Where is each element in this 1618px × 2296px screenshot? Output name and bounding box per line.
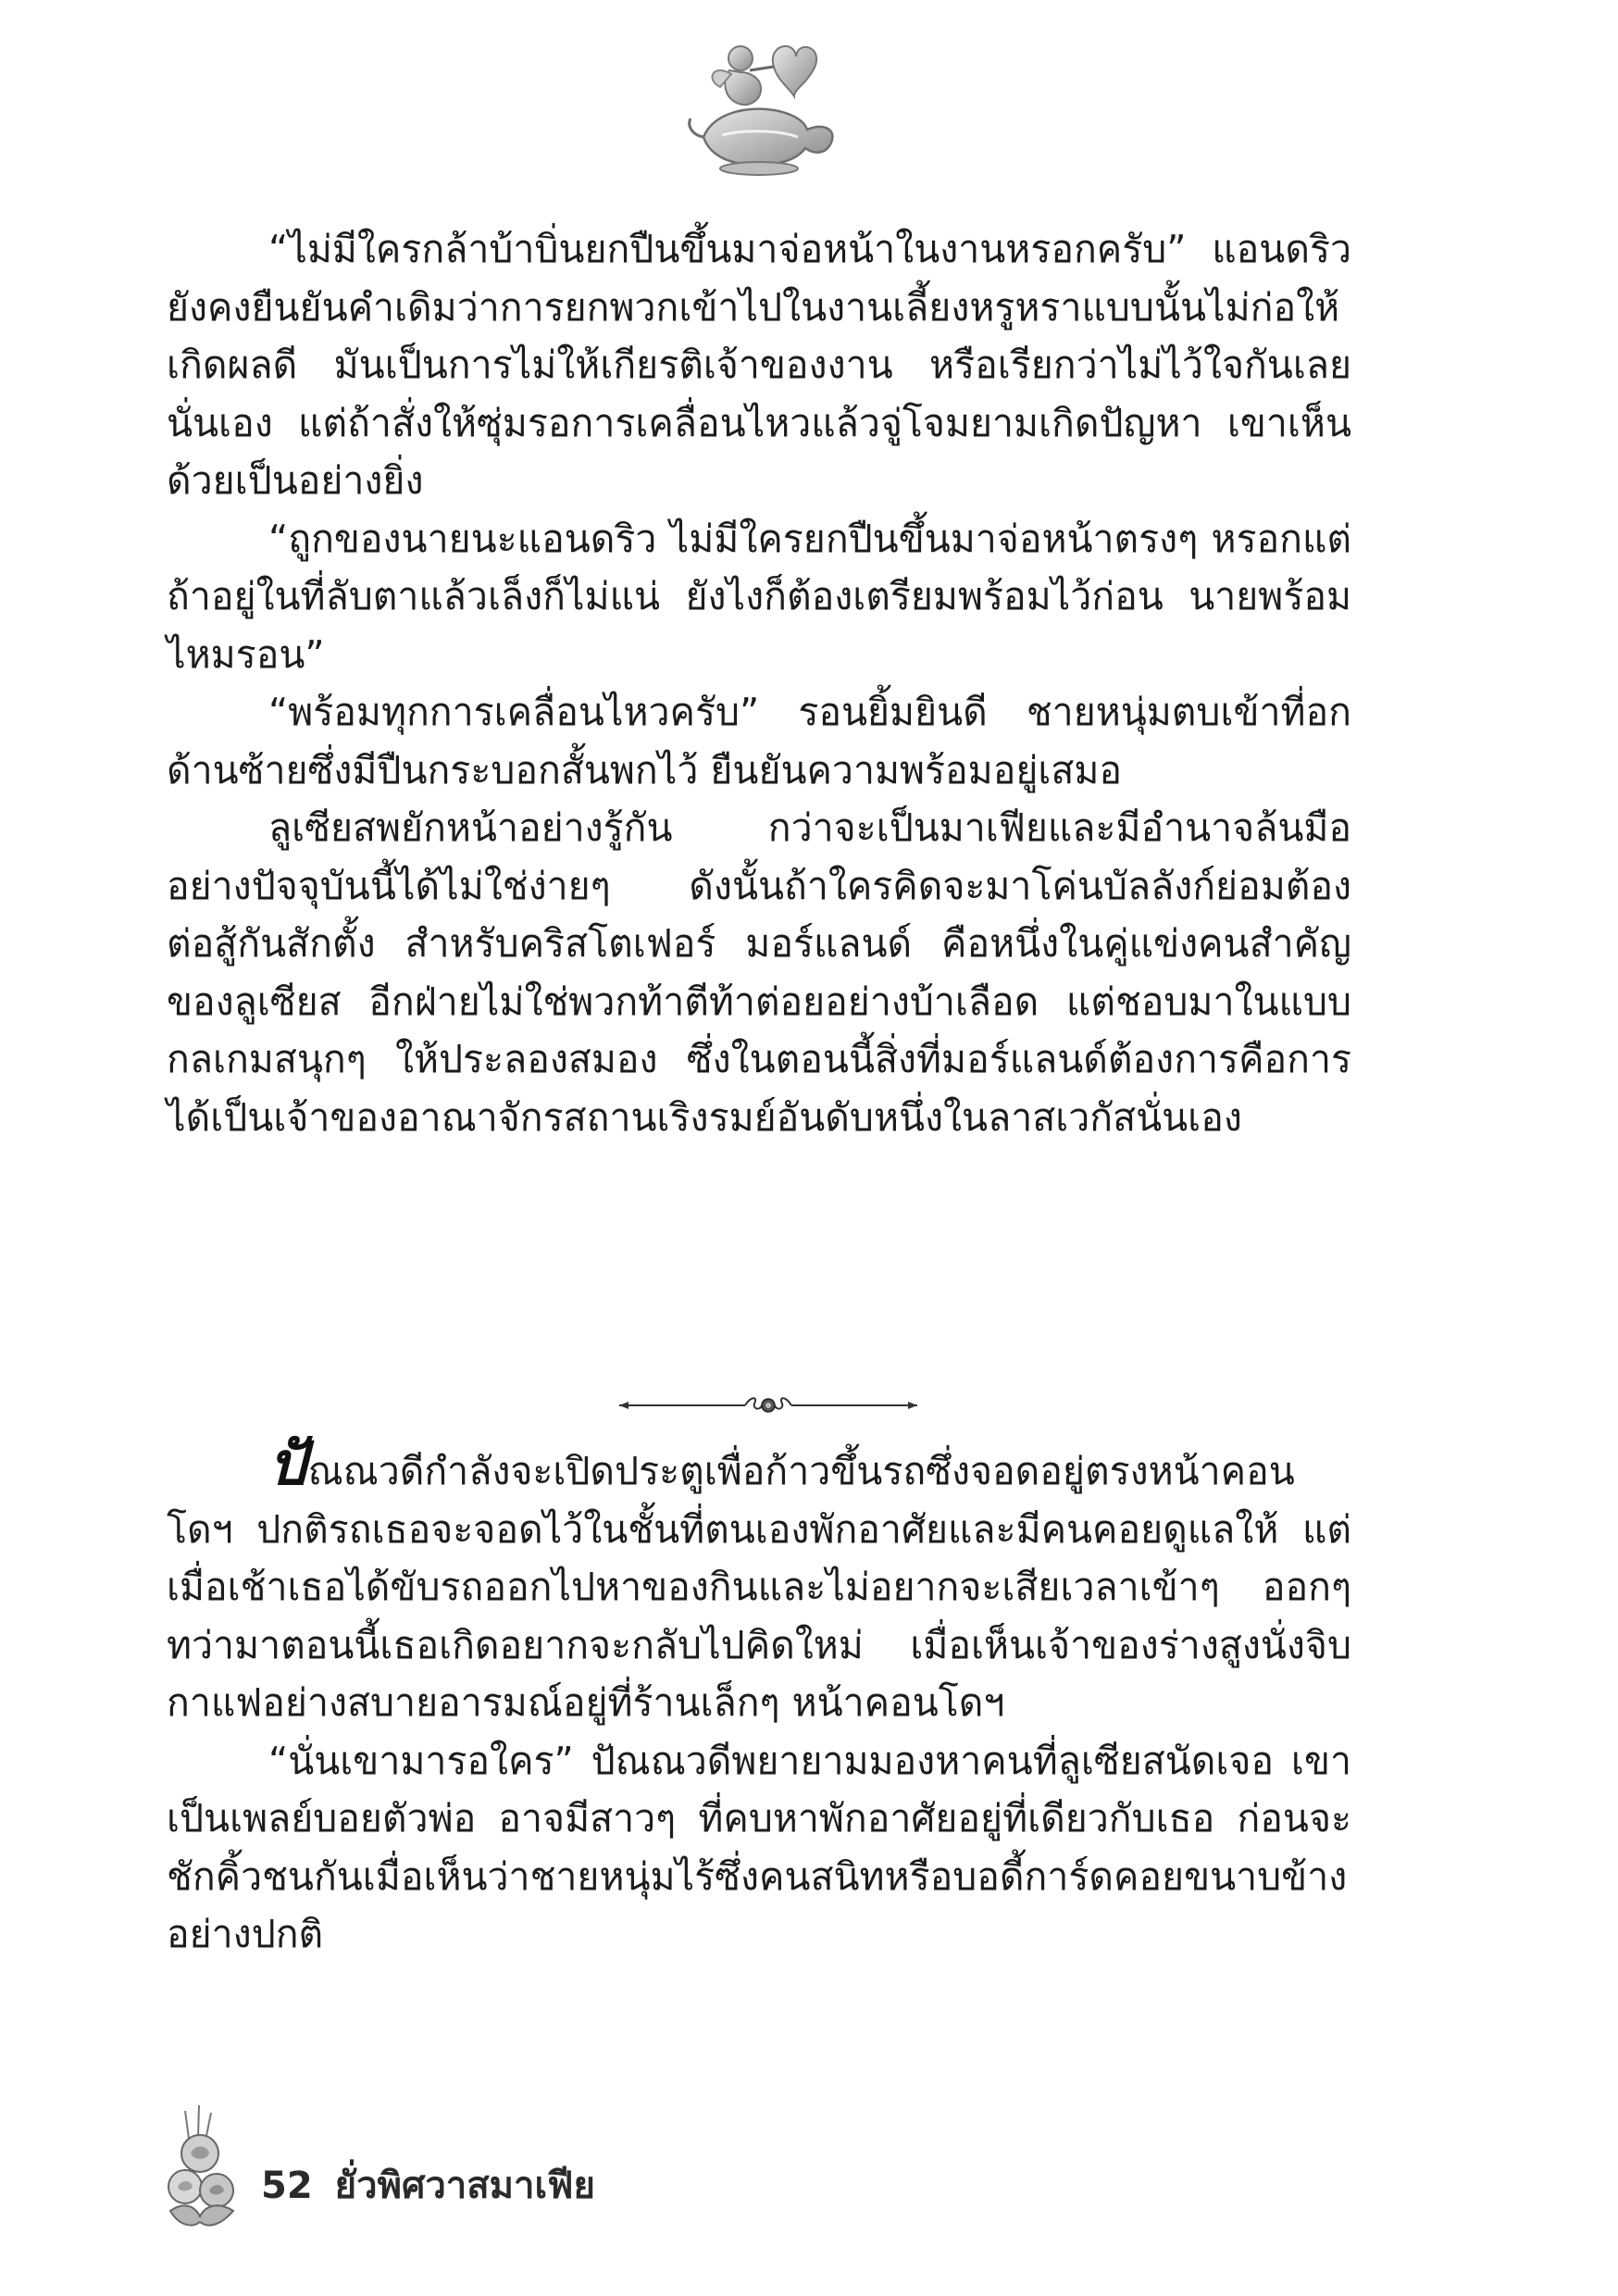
page-footer bbox=[157, 2102, 713, 2240]
page-number: 52 bbox=[261, 2165, 313, 2207]
paragraph: “ถูกของนายนะแอนดริว ไม่มีใครยกปืนขึ้นมาจ่อหน้าตรงๆ หรอกแต่ถ้าอยู่ในที่ลับตาแล้วเล็งก็ไม่แน่ ยังไงก็ต้องเตรียมพร้อมไว้ก่อน นายพร้อมไหมรอน” bbox=[167, 516, 1351, 677]
section-divider-ornament-icon bbox=[616, 1389, 921, 1422]
chapter-text-part-2 bbox=[167, 1429, 1351, 1964]
paragraph: ลูเซียสพยักหน้าอย่างรู้กัน กว่าจะเป็นมาเฟียและมีอำนาจล้นมืออย่างปัจจุบันนี้ได้ไม่ใช่ง่ายๆ ดังนั้นถ้าใครคิดจะมาโค่นบัลลังก์ย่อมต้องต่อสู้กันสักตั้ง สำหรับคริสโตเฟอร์ มอร์แลนด์ คือหนึ่งในคู่แข่งคนสำคัญของลูเซียส อีกฝ่ายไม่ใช่พวกท้าตีท้าต่อยอย่างบ้าเลือด แต่ชอบมาในแบบกลเกมสนุกๆ ให้ประลองสมอง ซึ่งในตอนนี้สิ่งที่มอร์แลนด์ต้องการคือการได้เป็นเจ้าของอาณาจักรสถานเริงรมย์อันดับหนึ่งในลาสเวกัสนั่นเอง bbox=[167, 805, 1351, 1140]
footer-text bbox=[261, 2155, 595, 2215]
paragraph: “นั่นเขามารอใคร” ปัณณวดีพยายามมองหาคนที่ลูเซียสนัดเจอ เขาเป็นเพลย์บอยตัวพ่อ อาจมีสาวๆ ที่คบหาพักอาศัยอยู่ที่เดียวกับเธอ ก่อนจะชักคิ้วชนกันเมื่อเห็นว่าชายหนุ่มไร้ซึ่งคนสนิทหรือบอดี้การ์ดคอยขนาบข้างอย่างปกติ bbox=[167, 1738, 1351, 1956]
drop-cap: ปั bbox=[268, 1429, 306, 1499]
teapot-cupid-ornament-icon bbox=[685, 26, 842, 179]
chapter-text-part-1 bbox=[167, 220, 1351, 1146]
paragraph: “ไม่มีใครกล้าบ้าบิ่นยกปืนขึ้นมาจ่อหน้าในงานหรอกครับ” แอนดริวยังคงยืนยันคำเดิมว่าการยกพวกเข้าไปในงานเลี้ยงหรูหราแบบนั้นไม่ก่อให้เกิดผลดี มันเป็นการไม่ให้เกียรติเจ้าของงาน หรือเรียกว่าไม่ไว้ใจกันเลยนั่นเอง แต่ถ้าสั่งให้ซุ่มรอการเคลื่อนไหวแล้วจู่โจมยามเกิดปัญหา เขาเห็นด้วยเป็นอย่างยิ่ง bbox=[167, 227, 1351, 503]
rose-ornament-icon bbox=[157, 2102, 245, 2236]
paragraph-with-drop-cap bbox=[167, 1429, 1351, 1732]
paragraph-text: ณณวดีกำลังจะเปิดประตูเพื่อก้าวขึ้นรถซึ่งจอดอยู่ตรงหน้าคอนโดฯ ปกติรถเธอจะจอดไว้ในชั้นที่ตนเองพักอาศัยและมีคนคอยดูแลให้ แต่เมื่อเช้าเธอได้ขับรถออกไปหาของกินและไม่อยากจะเสียเวลาเข้าๆ ออกๆ ทว่ามาตอนนี้เธอเกิดอยากจะกลับไปคิดใหม่ เมื่อเห็นเจ้าของร่างสูงนั่งจิบกาแฟอย่างสบายอารมณ์อยู่ที่ร้านเล็กๆ หน้าคอนโดฯ bbox=[167, 1449, 1351, 1725]
paragraph: “พร้อมทุกการเคลื่อนไหวครับ” รอนยิ้มยินดี ชายหนุ่มตบเข้าที่อกด้านซ้ายซึ่งมีปืนกระบอกสั้นพกไว้ ยืนยันความพร้อมอยู่เสมอ bbox=[167, 690, 1351, 792]
book-title: ยั่วพิศวาสมาเฟีย bbox=[334, 2165, 595, 2207]
